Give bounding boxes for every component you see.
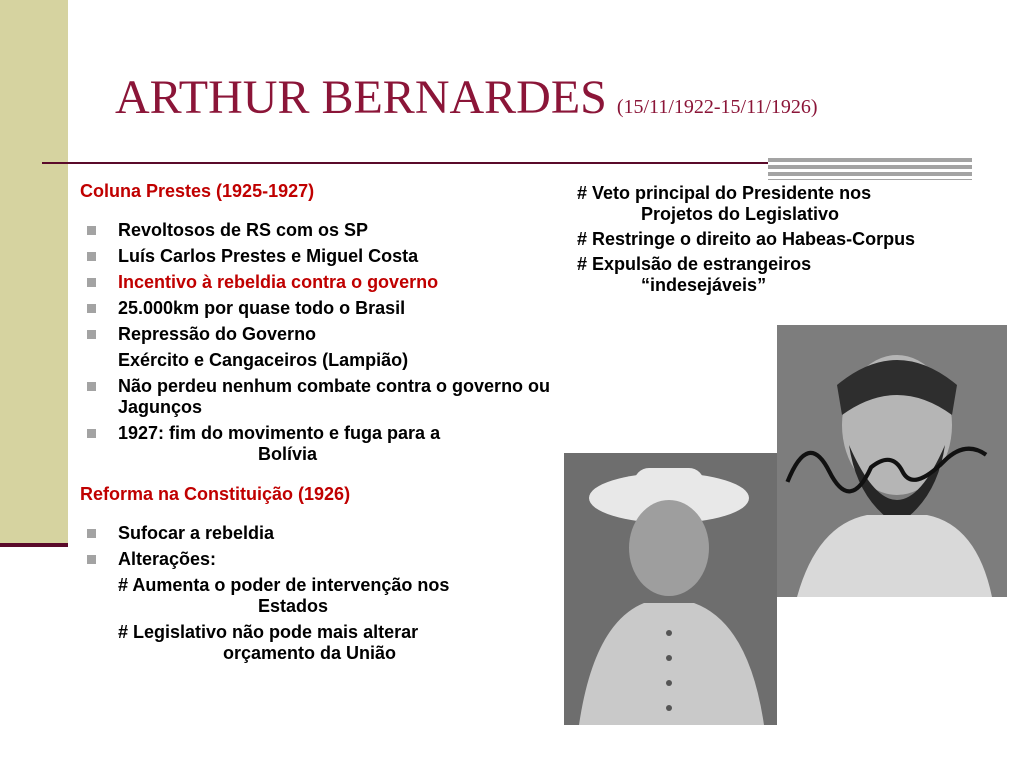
right-line: # Restringe o direito ao Habeas-Corpus (577, 229, 916, 249)
list-item: Não perdeu nenhum combate contra o governo ou Jagunços (80, 376, 560, 418)
right-line1-a: # Veto principal do Presidente nos (577, 183, 872, 203)
photo-man-with-hat (564, 453, 777, 725)
left-decor-rule (0, 543, 68, 547)
sub-item-line2: Estados (258, 596, 329, 616)
title-main: ARTHUR BERNARDES (115, 71, 607, 124)
list-item (80, 423, 560, 465)
list-item-highlight: Incentivo à rebeldia contra o governo (80, 272, 560, 293)
right-line3-b: “indesejáveis” (641, 275, 767, 295)
list-item: Luís Carlos Prestes e Miguel Costa (80, 246, 560, 267)
right-column (577, 183, 1017, 300)
photo-bearded-man (777, 325, 1007, 597)
sub-item-line1: # Aumenta o poder de intervenção nos (118, 575, 450, 595)
heading-coluna-prestes: Coluna Prestes (1925-1927) (80, 181, 315, 201)
sub-item (80, 622, 560, 664)
sub-item-line1: # Legislativo não pode mais alterar (118, 622, 419, 642)
sub-item (80, 575, 560, 617)
photo-man-with-hat-illustration (564, 453, 777, 725)
right-line (577, 183, 1017, 225)
left-column (80, 181, 560, 669)
title-rule (42, 162, 842, 164)
list-item: Alterações: (80, 549, 560, 570)
list-item: Repressão do Governo (80, 324, 560, 345)
signature-illustration (777, 325, 1007, 597)
right-line3-a: # Expulsão de estrangeiros (577, 254, 812, 274)
list-item: 25.000km por quase todo o Brasil (80, 298, 560, 319)
heading-reforma: Reforma na Constituição (1926) (80, 484, 351, 504)
slide-title (115, 70, 818, 125)
left-decor-band (0, 0, 68, 545)
right-line (577, 254, 1017, 296)
title-dates: (15/11/1922-15/11/1926) (616, 96, 818, 118)
list-item: Revoltosos de RS com os SP (80, 220, 560, 241)
item-1927-line1: 1927: fim do movimento e fuga para a (118, 423, 441, 443)
decor-stripes (768, 158, 972, 180)
sub-item-line2: orçamento da União (223, 643, 397, 663)
sub-item: Exército e Cangaceiros (Lampião) (118, 350, 409, 370)
item-1927-line2: Bolívia (258, 444, 318, 464)
right-line1-b: Projetos do Legislativo (641, 204, 840, 224)
list-item: Sufocar a rebeldia (80, 523, 560, 544)
